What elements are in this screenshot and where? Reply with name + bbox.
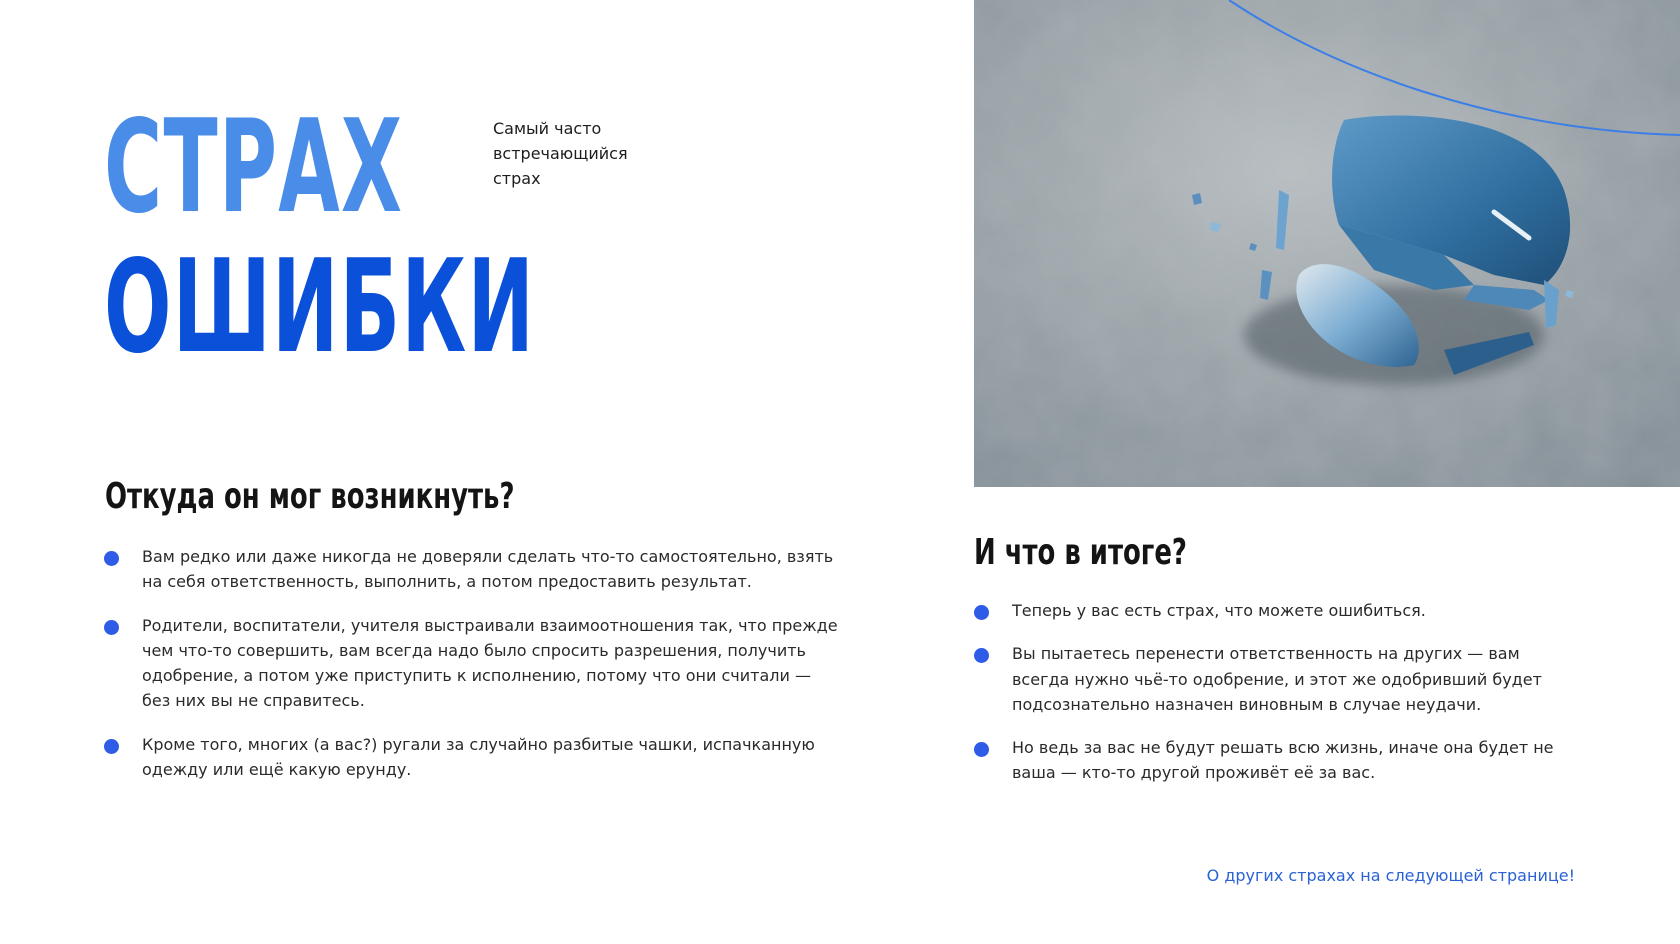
list-item-text: Вам редко или даже никогда не доверяли сделать что-то самостоятельно, взять на себя ответственность, выполнить, а потом предоставить результат. bbox=[142, 547, 834, 592]
bullet-icon bbox=[104, 620, 119, 635]
tagline-line: Самый часто bbox=[493, 119, 602, 138]
bullet-icon bbox=[974, 742, 989, 757]
bullet-icon bbox=[974, 648, 989, 663]
tagline-line: страх bbox=[493, 169, 541, 188]
list-item bbox=[974, 598, 1574, 623]
list-item bbox=[104, 544, 844, 595]
bullet-icon bbox=[104, 739, 119, 754]
list-item-text: Кроме того, многих (а вас?) ругали за случайно разбитые чашки, испачканную одежду или ещё какую ерунду. bbox=[142, 734, 815, 780]
broken-plate-photo bbox=[974, 0, 1680, 487]
title-line-2: ОШИБКИ bbox=[104, 233, 536, 382]
left-section-heading: Откуда он мог возникнуть? bbox=[105, 476, 515, 517]
right-section-heading: И что в итоге? bbox=[974, 532, 1187, 573]
bullet-icon bbox=[974, 605, 989, 620]
list-item bbox=[974, 735, 1574, 786]
list-item bbox=[974, 641, 1574, 717]
list-item-text: Теперь у вас есть страх, что можете ошибиться. bbox=[1012, 601, 1426, 620]
list-item-text: Вы пытаетесь перенести ответственность на других — вам всегда нужно чьё-то одобрение, и этот же одобривший будет подсознательно назначен виновным в случае неудачи. bbox=[1012, 644, 1542, 714]
list-item bbox=[104, 732, 844, 783]
title-line-1: СТРАХ bbox=[104, 93, 404, 242]
list-item bbox=[104, 613, 844, 714]
bullet-icon bbox=[104, 551, 119, 566]
list-item-text: Но ведь за вас не будут решать всю жизнь, иначе она будет не ваша — кто-то другой проживёт её за вас. bbox=[1012, 738, 1554, 783]
next-page-link[interactable]: О других страхах на следующей странице! bbox=[1206, 866, 1575, 885]
left-bullet-list bbox=[104, 544, 844, 800]
tagline bbox=[493, 116, 673, 191]
list-item-text: Родители, воспитатели, учителя выстраивали взаимоотношения так, что прежде чем что-то совершить, вам всегда надо было спросить разрешения, получить одобрение, а потом уже приступить к исполнению, потому что они считали — без них вы не справитесь. bbox=[142, 615, 838, 711]
tagline-line: встречающийся bbox=[493, 144, 628, 163]
photo-illustration bbox=[974, 0, 1680, 487]
right-bullet-list bbox=[974, 598, 1574, 804]
